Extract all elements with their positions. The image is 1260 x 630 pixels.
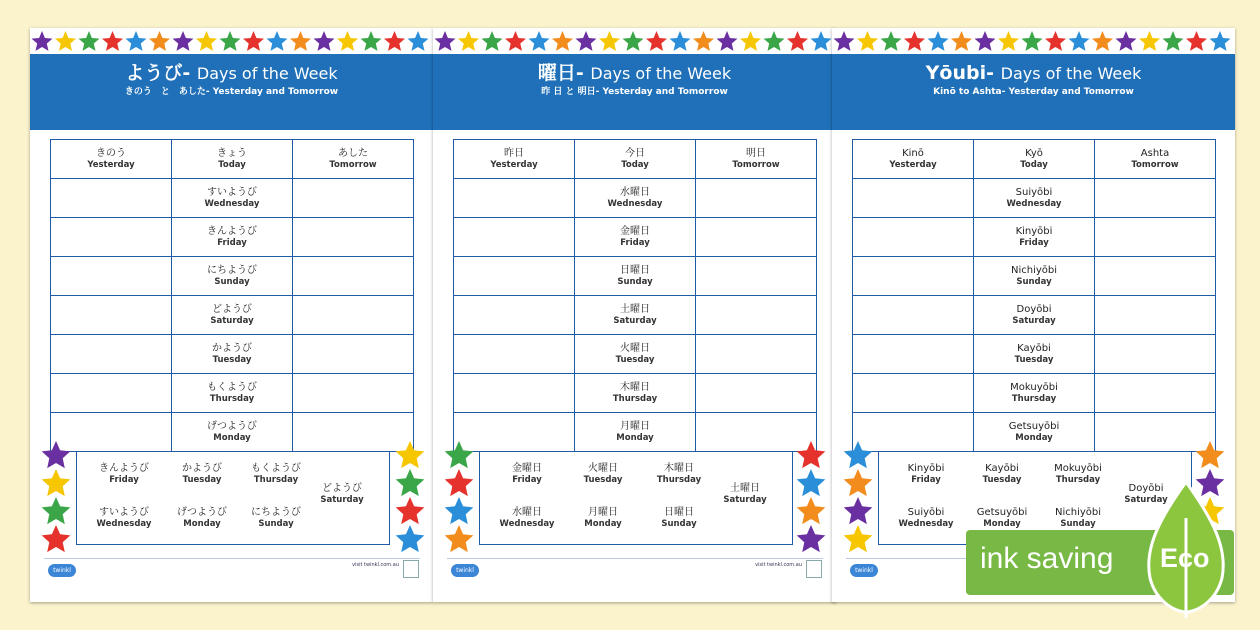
star-decoration [445,441,474,468]
header-tomorrow: あした Tomorrow [293,140,414,179]
table-row [853,296,1216,335]
star-decoration [243,31,264,51]
star-decoration [445,469,474,496]
star-decoration [1069,31,1090,51]
answer-cell[interactable] [51,374,172,413]
day-cell: きんようび Friday [172,218,293,257]
header-yesterday: きのう Yesterday [51,140,172,179]
answer-cell[interactable] [454,296,575,335]
star-decoration [396,497,425,524]
star-decoration [1186,31,1207,51]
ink-saving-label: ink saving [980,542,1114,575]
header-tomorrow: 明日 Tomorrow [696,140,817,179]
day-cell: Nichiyōbi Sunday [974,257,1095,296]
table-row [454,335,817,374]
word-bank-item: げつようび Monday [177,507,227,529]
star-decoration [998,31,1019,51]
star-decoration [445,497,474,524]
table-row [51,374,414,413]
header-today: 今日 Today [575,140,696,179]
answer-cell[interactable] [1095,218,1216,257]
days-table [50,139,414,452]
star-decoration [787,31,808,51]
answer-cell[interactable] [853,179,974,218]
word-bank-item: Suiyōbi Wednesday [898,507,954,529]
answer-cell[interactable] [293,257,414,296]
table-row [454,218,817,257]
days-table [852,139,1216,452]
day-cell: Kayōbi Tuesday [974,335,1095,374]
star-decoration [599,31,620,51]
page-title: 曜日- Days of the Week [537,62,732,84]
day-cell: 火曜日 Tuesday [575,335,696,374]
answer-cell[interactable] [696,296,817,335]
answer-cell[interactable] [853,296,974,335]
star-decoration [79,31,100,51]
answer-cell[interactable] [51,257,172,296]
star-cluster-left [36,438,76,558]
star-decoration [646,31,667,51]
star-decoration [361,31,382,51]
answer-cell[interactable] [454,218,575,257]
table-row [853,218,1216,257]
answer-cell[interactable] [454,374,575,413]
star-cluster-right [791,438,831,558]
word-bank-item: 月曜日 Monday [584,507,622,529]
star-decoration [928,31,949,51]
star-border-top [30,28,433,54]
footer-badge-icon [403,560,419,578]
table-row [853,179,1216,218]
answer-cell[interactable] [51,218,172,257]
star-decoration [740,31,761,51]
star-decoration [267,31,288,51]
answer-cell[interactable] [1095,296,1216,335]
star-decoration [314,31,335,51]
day-cell: Suiyōbi Wednesday [974,179,1095,218]
answer-cell[interactable] [696,374,817,413]
word-bank-item: にちようび Sunday [251,507,301,529]
day-cell: 月曜日 Monday [575,413,696,452]
star-decoration [1139,31,1160,51]
header-tomorrow: Ashta Tomorrow [1095,140,1216,179]
table-row [853,257,1216,296]
table-row [51,296,414,335]
answer-cell[interactable] [1095,335,1216,374]
table-row [51,257,414,296]
star-decoration [42,469,71,496]
star-decoration [764,31,785,51]
star-decoration [408,31,429,51]
word-bank-item: Doyōbi Saturday [1124,483,1168,505]
star-decoration [797,497,826,524]
word-bank-item: Mokuyōbi Thursday [1054,463,1102,485]
day-cell: 日曜日 Sunday [575,257,696,296]
star-cluster-right [390,438,430,558]
twinkl-logo: twinkl [850,564,878,577]
word-bank-item: 木曜日 Thursday [656,463,702,485]
word-bank [479,451,793,545]
answer-cell[interactable] [293,218,414,257]
word-bank-item: もくようび Thursday [251,463,301,485]
day-cell: もくようび Thursday [172,374,293,413]
page-title: Yōubi- Days of the Week [925,62,1142,84]
star-decoration [834,31,855,51]
star-decoration [904,31,925,51]
star-border-top [433,28,836,54]
answer-cell[interactable] [696,257,817,296]
word-bank-item: 水曜日 Wednesday [499,507,555,529]
star-decoration [1116,31,1137,51]
title-banner [433,54,836,130]
answer-cell[interactable] [1095,257,1216,296]
star-decoration [32,31,53,51]
word-bank-item: かようび Tuesday [182,463,222,485]
star-decoration [844,525,873,552]
star-decoration [623,31,644,51]
answer-cell[interactable] [696,335,817,374]
table-row [51,413,414,452]
star-decoration [458,31,479,51]
table-row [454,413,817,452]
answer-cell[interactable] [293,374,414,413]
twinkl-logo: twinkl [451,564,479,577]
star-decoration [445,525,474,552]
star-decoration [42,441,71,468]
answer-cell[interactable] [1095,374,1216,413]
answer-cell[interactable] [51,335,172,374]
star-decoration [173,31,194,51]
star-decoration [42,525,71,552]
worksheet-kanji [433,28,836,602]
answer-cell[interactable] [454,335,575,374]
page-subtitle: 昨 日 と 明日- Yesterday and Tomorrow [541,87,728,97]
twinkl-logo: twinkl [48,564,76,577]
day-cell: すいようび Wednesday [172,179,293,218]
word-bank-item: 金曜日 Friday [512,463,542,485]
word-bank-item: どようび Saturday [320,483,364,505]
answer-cell[interactable] [696,218,817,257]
table-row [454,179,817,218]
star-decoration [1022,31,1043,51]
star-decoration [975,31,996,51]
header-today: きょう Today [172,140,293,179]
word-bank-item: すいようび Wednesday [96,507,152,529]
star-decoration [1196,441,1225,468]
star-decoration [797,469,826,496]
star-decoration [844,469,873,496]
day-cell: 金曜日 Friday [575,218,696,257]
star-decoration [384,31,405,51]
star-decoration [844,497,873,524]
page-subtitle: きのう と あした- Yesterday and Tomorrow [124,87,339,97]
table-row [454,257,817,296]
star-decoration [482,31,503,51]
star-decoration [505,31,526,51]
star-cluster-left [439,438,479,558]
star-decoration [396,469,425,496]
table-row [454,374,817,413]
star-decoration [670,31,691,51]
word-bank-item: Kinyōbi Friday [907,463,945,485]
table-row [853,413,1216,452]
worksheet-hiragana [30,28,433,602]
answer-cell[interactable] [51,296,172,335]
footer-url: visit twinkl.com.au [755,562,802,568]
star-decoration [797,525,826,552]
day-cell: 水曜日 Wednesday [575,179,696,218]
answer-cell[interactable] [853,257,974,296]
table-row [853,335,1216,374]
answer-cell[interactable] [696,179,817,218]
word-bank [76,451,390,545]
day-cell: Doyōbi Saturday [974,296,1095,335]
day-cell: Mokuyōbi Thursday [974,374,1095,413]
title-banner [30,54,433,130]
table-row [51,335,414,374]
star-decoration [797,441,826,468]
star-decoration [102,31,123,51]
word-bank-item: 火曜日 Tuesday [583,463,623,485]
star-decoration [220,31,241,51]
table-row [454,296,817,335]
day-cell: Getsuyōbi Monday [974,413,1095,452]
footer-rule [447,558,823,559]
title-banner [832,54,1235,130]
day-cell: かようび Tuesday [172,335,293,374]
star-decoration [951,31,972,51]
star-decoration [1045,31,1066,51]
star-decoration [576,31,597,51]
word-bank-item: 日曜日 Sunday [661,507,697,529]
answer-cell[interactable] [853,374,974,413]
star-decoration [1092,31,1113,51]
star-decoration [1210,31,1231,51]
star-decoration [396,441,425,468]
star-decoration [881,31,902,51]
footer-url: visit twinkl.com.au [352,562,399,568]
day-cell: 土曜日 Saturday [575,296,696,335]
page-title: ようび- Days of the Week [125,62,338,84]
star-decoration [1163,31,1184,51]
word-bank-item: きんようび Friday [99,463,149,485]
star-decoration [857,31,878,51]
table-row [51,179,414,218]
answer-cell[interactable] [293,335,414,374]
star-decoration [55,31,76,51]
star-decoration [396,525,425,552]
table-row [853,374,1216,413]
star-decoration [149,31,170,51]
answer-cell[interactable] [51,179,172,218]
star-decoration [337,31,358,51]
star-decoration [811,31,832,51]
star-cluster-left [838,438,878,558]
footer-badge-icon [806,560,822,578]
word-bank-item: Getsuyōbi Monday [976,507,1028,529]
star-decoration [290,31,311,51]
star-decoration [693,31,714,51]
day-cell: どようび Saturday [172,296,293,335]
star-decoration [196,31,217,51]
star-decoration [529,31,550,51]
answer-cell[interactable] [853,335,974,374]
star-decoration [42,497,71,524]
star-decoration [717,31,738,51]
word-bank-item: 土曜日 Saturday [723,483,767,505]
star-decoration [844,441,873,468]
days-table [453,139,817,452]
answer-cell[interactable] [293,296,414,335]
answer-cell[interactable] [454,179,575,218]
star-decoration [126,31,147,51]
answer-cell[interactable] [454,257,575,296]
word-bank-item: Nichiyōbi Sunday [1054,507,1102,529]
header-today: Kyō Today [974,140,1095,179]
day-cell: Kinyōbi Friday [974,218,1095,257]
star-decoration [435,31,456,51]
day-cell: 木曜日 Thursday [575,374,696,413]
answer-cell[interactable] [1095,179,1216,218]
answer-cell[interactable] [853,218,974,257]
star-decoration [552,31,573,51]
answer-cell[interactable] [293,179,414,218]
day-cell: にちようび Sunday [172,257,293,296]
word-bank-item: Kayōbi Tuesday [982,463,1022,485]
page-subtitle: Kinō to Ashta- Yesterday and Tomorrow [933,87,1134,97]
header-yesterday: 昨日 Yesterday [454,140,575,179]
star-border-top [832,28,1235,54]
eco-label: Eco [1160,543,1210,573]
footer-rule [44,558,420,559]
header-yesterday: Kinō Yesterday [853,140,974,179]
table-row [51,218,414,257]
day-cell: げつようび Monday [172,413,293,452]
